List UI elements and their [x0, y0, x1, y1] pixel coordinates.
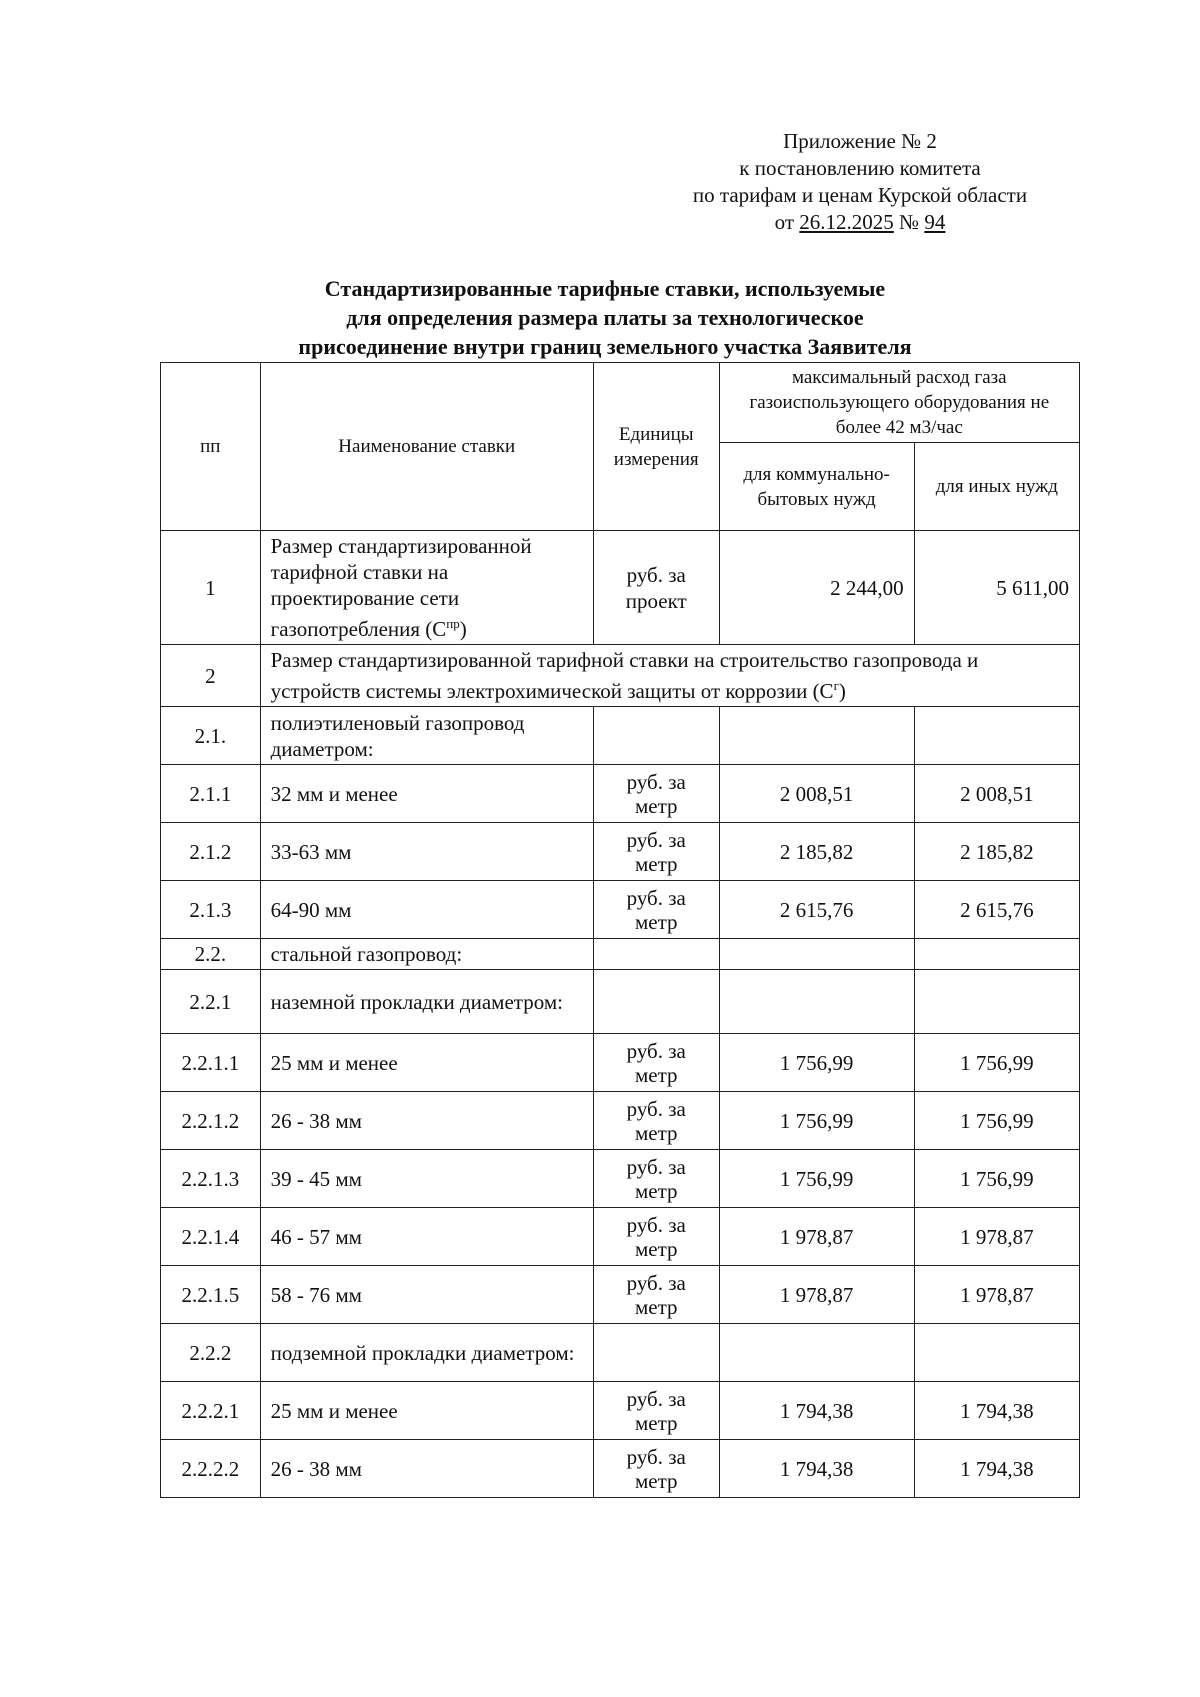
row-value-other: 1 756,99: [914, 1092, 1079, 1150]
decree-date: 26.12.2025: [799, 210, 894, 234]
row-value-other: [914, 707, 1079, 765]
row-name: 64-90 мм: [260, 881, 593, 939]
table-row: [161, 939, 1080, 970]
row-num: 2: [161, 645, 261, 707]
appendix-ref-line: к постановлению комитета: [739, 156, 981, 180]
header-group: максимальный расход газа газоиспользующего оборудования не более 42 м3/час: [719, 363, 1079, 443]
row-value-other: 1 756,99: [914, 1150, 1079, 1208]
row-value-other: [914, 1324, 1079, 1382]
row-value-household: [719, 1324, 914, 1382]
table-row: [161, 645, 1080, 707]
row-name: подземной прокладки диаметром:: [260, 1324, 593, 1382]
row-name: стальной газопровод:: [260, 939, 593, 970]
row-num: 2.2.1.2: [161, 1092, 261, 1150]
row-unit: [593, 707, 719, 765]
row-unit: руб. за метр: [593, 1440, 719, 1498]
table-row: [161, 1382, 1080, 1440]
row-unit: руб. за метр: [593, 1034, 719, 1092]
row-value-household: 1 978,87: [719, 1208, 914, 1266]
document-title: [160, 274, 1050, 361]
row-value-household: 2 244,00: [719, 531, 914, 645]
title-line-2: для определения размера платы за технологическое: [346, 305, 864, 330]
row-unit: руб. за проект: [593, 531, 719, 645]
table-row: [161, 970, 1080, 1034]
row-unit: руб. за метр: [593, 823, 719, 881]
table-row: [161, 1266, 1080, 1324]
row-name: 25 мм и менее: [260, 1382, 593, 1440]
row-num: 2.2.2: [161, 1324, 261, 1382]
table-row: [161, 1324, 1080, 1382]
row-name: 32 мм и менее: [260, 765, 593, 823]
row-value-other: 1 756,99: [914, 1034, 1079, 1092]
row-num: 2.2.2.2: [161, 1440, 261, 1498]
appendix-date-line: [640, 209, 1080, 236]
row-value-other: 1 978,87: [914, 1266, 1079, 1324]
row-unit: руб. за метр: [593, 765, 719, 823]
row-name: 46 - 57 мм: [260, 1208, 593, 1266]
header-num: пп: [161, 363, 261, 531]
row-unit: [593, 970, 719, 1034]
row-value-other: [914, 970, 1079, 1034]
row-num: 2.1.1: [161, 765, 261, 823]
table-row: [161, 1034, 1080, 1092]
table-header-row: [161, 363, 1080, 443]
row-unit: руб. за метр: [593, 1266, 719, 1324]
row-name: Размер стандартизированной тарифной ставки на строительство газопровода и устройств системы электрохимической защиты от коррозии $(С^г)$: [260, 645, 1079, 707]
row-value-household: [719, 707, 914, 765]
appendix-authority: по тарифам и ценам Курской области: [692, 183, 1028, 207]
row-num: 2.2.2.1: [161, 1382, 261, 1440]
row-unit: руб. за метр: [593, 1208, 719, 1266]
date-prefix: от: [774, 210, 800, 234]
table-row: [161, 823, 1080, 881]
row-num: 2.1.3: [161, 881, 261, 939]
row-num: 2.2.1.5: [161, 1266, 261, 1324]
table-row: [161, 765, 1080, 823]
row-value-other: 2 185,82: [914, 823, 1079, 881]
row-value-household: 1 756,99: [719, 1092, 914, 1150]
row-name: полиэтиленовый газопровод диаметром:: [260, 707, 593, 765]
row-unit: руб. за метр: [593, 1092, 719, 1150]
header-other: для иных нужд: [914, 443, 1079, 531]
row-unit: руб. за метр: [593, 881, 719, 939]
row-value-other: 2 008,51: [914, 765, 1079, 823]
row-num: 2.2.1.1: [161, 1034, 261, 1092]
table-row: [161, 1208, 1080, 1266]
row-value-other: 1 978,87: [914, 1208, 1079, 1266]
row-value-other: 1 794,38: [914, 1440, 1079, 1498]
header-name: Наименование ставки: [260, 363, 593, 531]
row-unit: [593, 1324, 719, 1382]
row-num: 2.2.: [161, 939, 261, 970]
decree-number: 94: [924, 210, 946, 234]
row-value-other: 1 794,38: [914, 1382, 1079, 1440]
row-unit: руб. за метр: [593, 1382, 719, 1440]
row-value-household: [719, 970, 914, 1034]
row-unit: [593, 939, 719, 970]
header-unit: Единицы измерения: [593, 363, 719, 531]
row-name: 26 - 38 мм: [260, 1092, 593, 1150]
row-value-household: 1 756,99: [719, 1034, 914, 1092]
row-name: 58 - 76 мм: [260, 1266, 593, 1324]
header-household: для коммунально-бытовых нужд: [719, 443, 914, 531]
row-value-other: 5 611,00: [914, 531, 1079, 645]
table-row: [161, 881, 1080, 939]
rates-table: [160, 362, 1080, 1498]
row-value-household: 1 978,87: [719, 1266, 914, 1324]
table-row: [161, 1150, 1080, 1208]
row-value-other: [914, 939, 1079, 970]
row-value-household: 1 756,99: [719, 1150, 914, 1208]
appendix-header: [640, 128, 1080, 236]
row-name: наземной прокладки диаметром:: [260, 970, 593, 1034]
row-name: 26 - 38 мм: [260, 1440, 593, 1498]
row-unit: руб. за метр: [593, 1150, 719, 1208]
row-value-other: 2 615,76: [914, 881, 1079, 939]
appendix-number: Приложение № 2: [783, 129, 937, 153]
row-num: 2.2.1.4: [161, 1208, 261, 1266]
row-num: 2.2.1.3: [161, 1150, 261, 1208]
row-value-household: [719, 939, 914, 970]
table-row: [161, 707, 1080, 765]
row-value-household: 2 008,51: [719, 765, 914, 823]
row-value-household: 2 185,82: [719, 823, 914, 881]
table-row: [161, 531, 1080, 645]
number-prefix: №: [893, 210, 925, 234]
row-num: 2.1.2: [161, 823, 261, 881]
row-value-household: 1 794,38: [719, 1382, 914, 1440]
table-row: [161, 1440, 1080, 1498]
row-name: 33-63 мм: [260, 823, 593, 881]
row-name: Размер стандартизированной тарифной ставки на проектирование сети газопотребления $(С^{пр})$: [260, 531, 593, 645]
row-value-household: 1 794,38: [719, 1440, 914, 1498]
row-num: 2.2.1: [161, 970, 261, 1034]
row-value-household: 2 615,76: [719, 881, 914, 939]
title-line-1: Стандартизированные тарифные ставки, используемые: [324, 276, 886, 301]
row-num: 1: [161, 531, 261, 645]
row-name: 25 мм и менее: [260, 1034, 593, 1092]
title-line-3: присоединение внутри границ земельного участка Заявителя: [298, 334, 912, 359]
table-row: [161, 1092, 1080, 1150]
row-name: 39 - 45 мм: [260, 1150, 593, 1208]
row-num: 2.1.: [161, 707, 261, 765]
